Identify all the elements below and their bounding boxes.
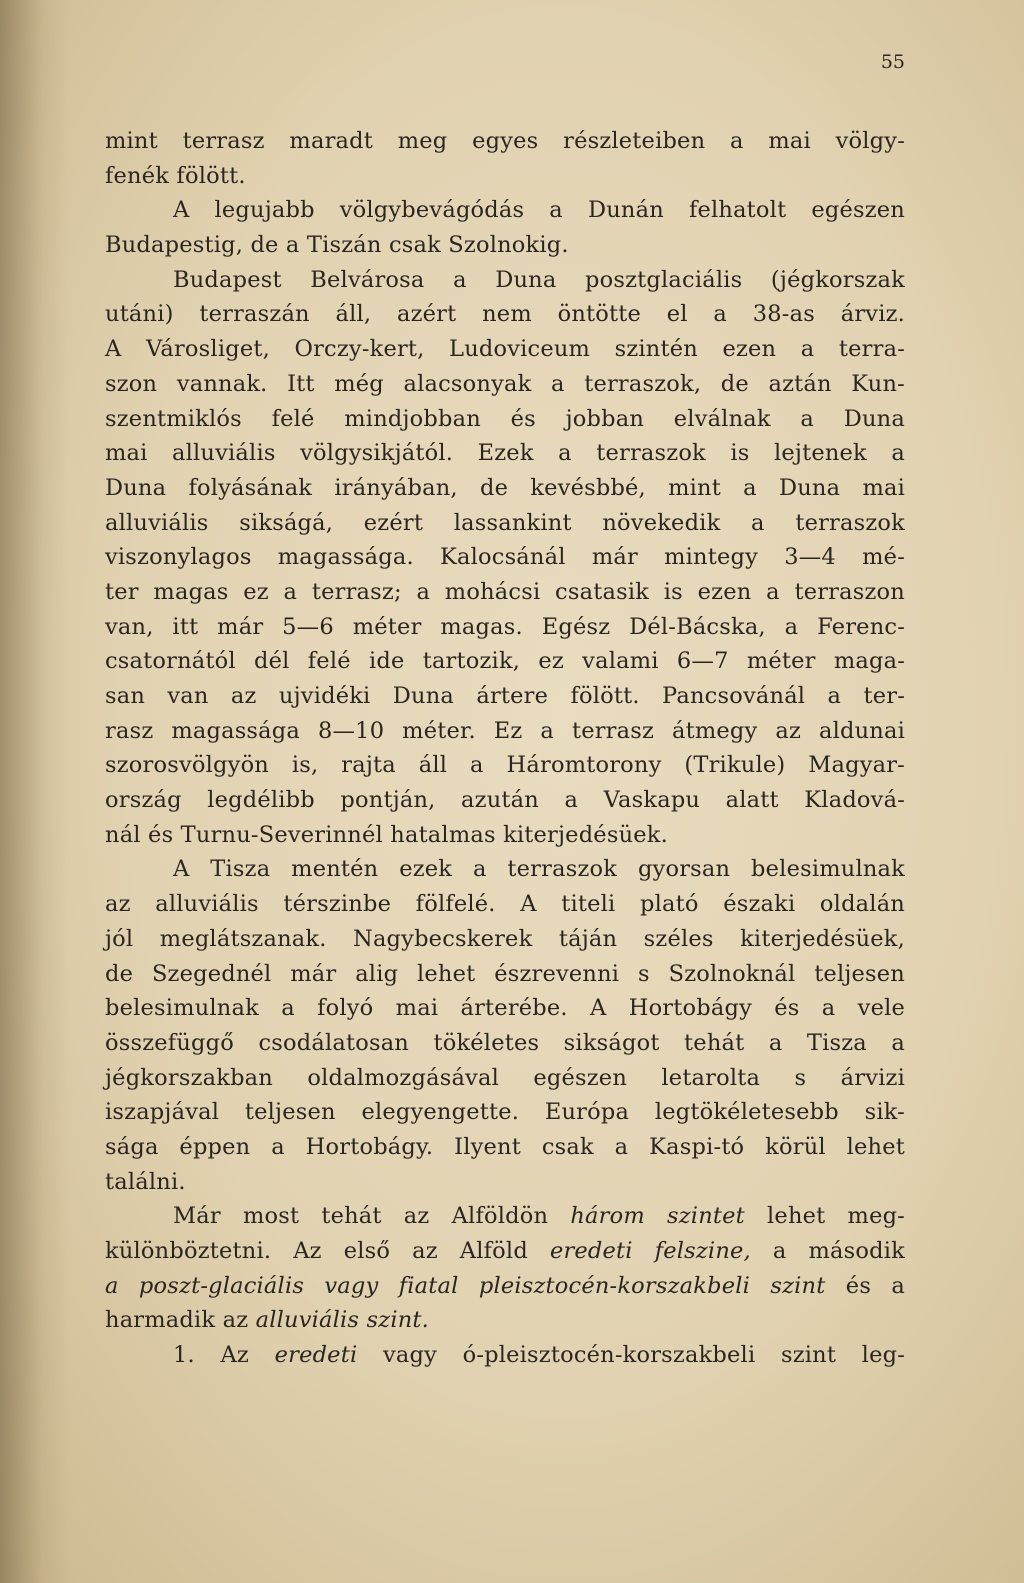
text-line — [105, 922, 905, 957]
text-segment: A Városliget, Orczy-kert, Ludoviceum szintén ezen a terra- — [105, 336, 905, 363]
text-segment: de Szegednél már alig lehet észrevenni s Szolnoknál teljesen — [105, 960, 905, 987]
text-segment: a második — [750, 1238, 905, 1264]
text-segment: az alluviális térszinbe fölfelé. A titeli plató északi oldalán — [105, 891, 905, 918]
text-segment: Budapest Belvárosa a Duna posztglaciális (jégkorszak — [173, 266, 905, 293]
text-segment: összefüggő csodálatosan tökéletes sikságot tehát a Tisza a — [105, 1029, 905, 1056]
text-line — [105, 852, 905, 887]
text-line — [105, 1026, 905, 1061]
text-segment: sága éppen a Hortobágy. Ilyent csak a Kaspi-tó körül lehet — [105, 1133, 905, 1160]
text-segment: 1. Az — [173, 1342, 275, 1369]
text-line — [105, 644, 905, 679]
text-segment: mint terrasz maradt meg egyes részleteiben a mai völgy- — [105, 128, 905, 154]
text-line — [105, 402, 905, 437]
text-line — [105, 1234, 905, 1269]
text-segment: jégkorszakban oldalmozgásával egészen letarolta s árvizi — [105, 1064, 905, 1091]
text-segment: szentmiklós felé mindjobban és jobban elválnak a Duna — [105, 405, 905, 432]
text-line — [105, 748, 905, 783]
text-segment: ország legdélibb pontján, azután a Vaskapu alatt Kladová- — [105, 787, 905, 814]
text-line — [105, 818, 905, 853]
text-segment: Duna folyásának irányában, de kevésbbé, mint a Duna mai — [105, 474, 905, 501]
text-line — [105, 124, 905, 159]
text-segment: lehet meg- — [744, 1203, 905, 1230]
text-segment: harmadik az — [105, 1307, 256, 1334]
text-line — [105, 1338, 905, 1373]
text-segment: jól meglátszanak. Nagybecskerek táján széles kiterjedésüek, — [105, 925, 905, 952]
text-segment: szon vannak. Itt még alacsonyak a terraszok, de aztán Kun- — [105, 370, 905, 397]
text-line — [105, 1061, 905, 1096]
text-line — [105, 610, 905, 645]
text-segment: különböztetni. Az első az Alföld — [105, 1238, 550, 1264]
italic-text: három szintet — [570, 1203, 745, 1230]
text-segment: A legujabb völgybevágódás a Dunán felhatolt egészen — [173, 197, 905, 224]
text-line — [105, 1095, 905, 1130]
text-segment: találni. — [105, 1168, 186, 1195]
text-segment: nál és Turnu-Severinnél hatalmas kiterjedésüek. — [105, 821, 668, 848]
text-segment: van, itt már 5—6 méter magas. Egész Dél-Bácska, a Ferenc- — [105, 613, 905, 640]
text-line — [105, 783, 905, 818]
text-line — [105, 332, 905, 367]
text-line — [105, 991, 905, 1026]
text-line — [105, 506, 905, 541]
text-line — [105, 714, 905, 749]
italic-text: eredeti — [274, 1342, 358, 1369]
text-line — [105, 471, 905, 506]
italic-text: a poszt-glaciális vagy fiatal pleisztocén-korszakbeli szint — [105, 1272, 826, 1299]
text-line — [105, 1165, 905, 1200]
text-line — [105, 1269, 905, 1304]
text-line — [105, 228, 905, 263]
text-segment: belesimulnak a folyó mai árterébe. A Hortobágy és a vele — [105, 995, 905, 1022]
text-segment: vagy ó-pleisztocén-korszakbeli szint leg- — [357, 1342, 906, 1369]
binding-shadow — [0, 0, 70, 1583]
text-segment: iszapjával teljesen elegyengette. Európa legtökéletesebb sik- — [105, 1099, 905, 1126]
text-line — [105, 436, 905, 471]
text-line — [105, 1303, 905, 1338]
text-segment: és a — [825, 1272, 905, 1299]
text-line — [105, 367, 905, 402]
text-segment: mai alluviális völgysikjától. Ezek a terraszok is lejtenek a — [105, 440, 905, 467]
text-segment: A Tisza mentén ezek a terraszok gyorsan belesimulnak — [173, 856, 905, 883]
text-segment: alluviális sikságá, ezért lassankint növekedik a terraszok — [105, 509, 905, 536]
text-segment: viszonylagos magassága. Kalocsánál már mintegy 3—4 mé- — [105, 544, 905, 571]
text-segment: utáni) terraszán áll, azért nem öntötte el a 38-as árviz. — [105, 301, 905, 328]
text-segment: szorosvölgyön is, rajta áll a Háromtorony (Trikule) Magyar- — [105, 752, 905, 779]
text-segment: Budapestig, de a Tiszán csak Szolnokig. — [105, 232, 569, 259]
text-line — [105, 263, 905, 298]
italic-text: alluviális szint. — [255, 1307, 430, 1334]
italic-text: eredeti felszine, — [549, 1238, 751, 1264]
text-line — [105, 297, 905, 332]
text-line — [105, 1130, 905, 1165]
text-line — [105, 575, 905, 610]
text-line — [105, 193, 905, 228]
text-segment: Már most tehát az Alföldön — [173, 1203, 571, 1230]
text-line — [105, 957, 905, 992]
text-line — [105, 540, 905, 575]
body-text — [105, 124, 905, 1373]
page-number: 55 — [880, 51, 905, 73]
text-segment: fenék fölött. — [105, 162, 246, 189]
text-line — [105, 887, 905, 922]
text-line — [105, 159, 905, 194]
text-line — [105, 679, 905, 714]
text-segment: csatornától dél felé ide tartozik, ez valami 6—7 méter maga- — [105, 648, 905, 675]
text-segment: ter magas ez a terrasz; a mohácsi csatasik is ezen a terraszon — [105, 578, 905, 605]
text-line — [105, 1199, 905, 1234]
text-segment: san van az ujvidéki Duna ártere fölött. Pancsovánál a ter- — [105, 683, 905, 709]
text-segment: rasz magassága 8—10 méter. Ez a terrasz átmegy az aldunai — [105, 717, 905, 744]
